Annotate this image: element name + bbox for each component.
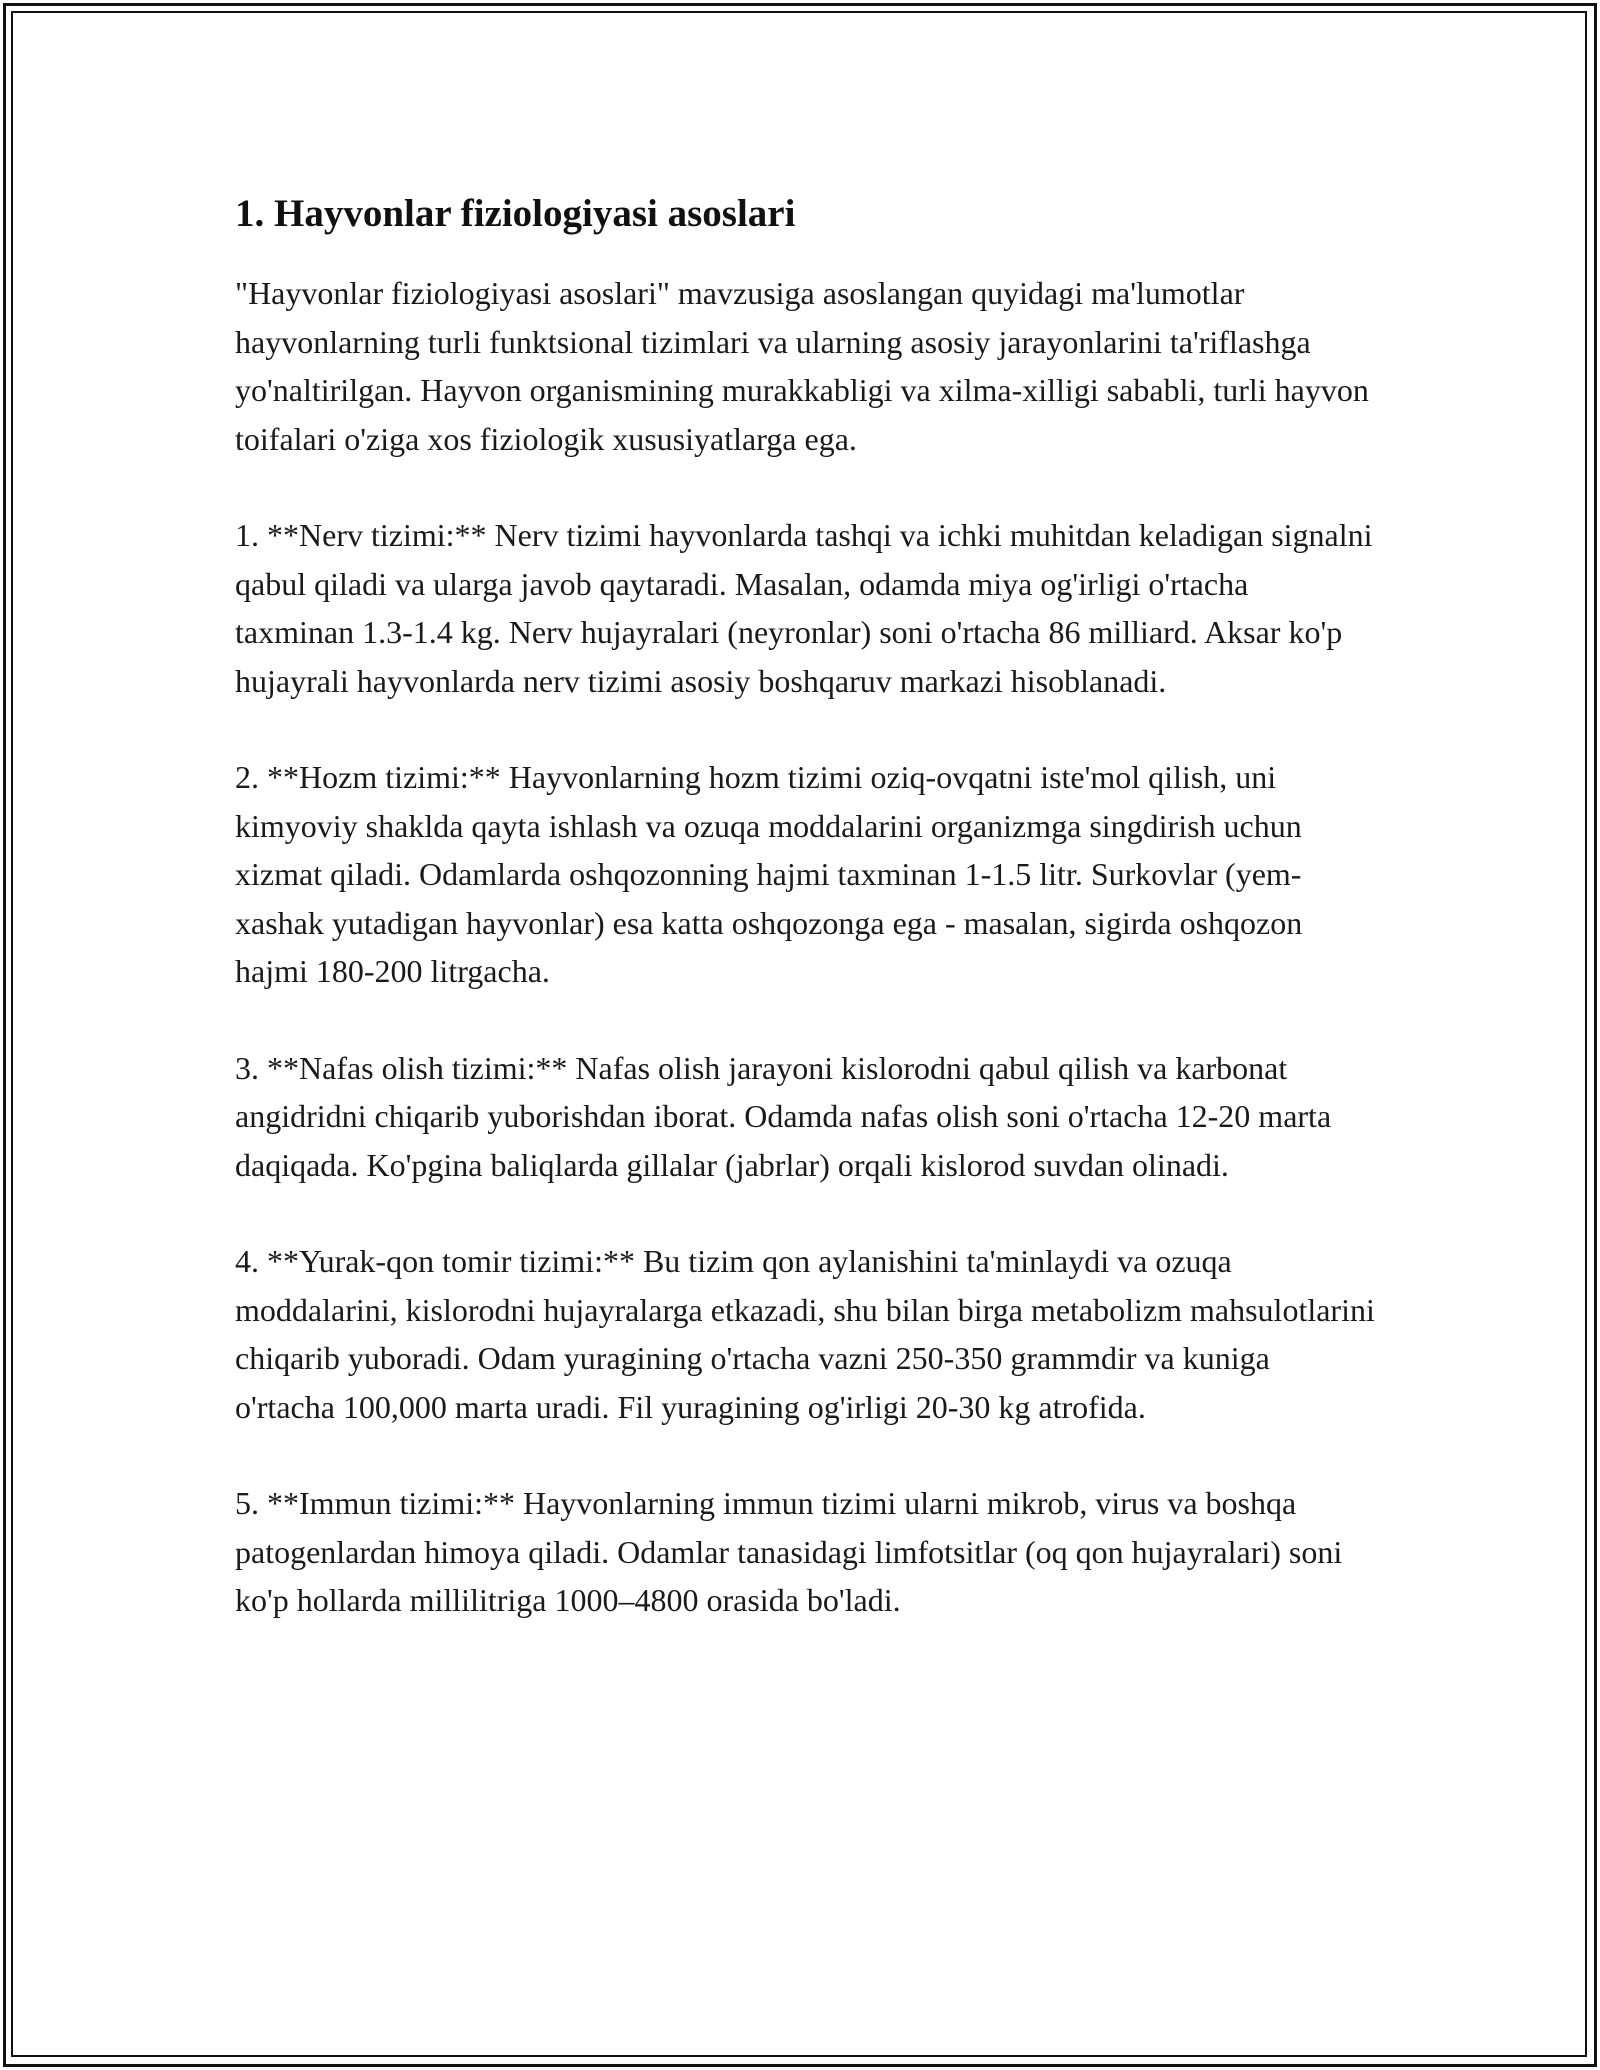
document-title: 1. Hayvonlar fiziologiyasi asoslari	[235, 192, 796, 235]
paragraph-immune-system: 5. **Immun tizimi:** Hayvonlarning immun tizimi ularni mikrob, virus va boshqa patogenlardan himoya qiladi. Odamlar tanasidagi limfotsitlar (oq qon hujayralari) soni ko'p hollarda millilitriga 1000–4800 orasida bo'ladi.	[235, 1485, 1343, 1618]
document-body	[235, 185, 1375, 1673]
intro-paragraph: "Hayvonlar fiziologiyasi asoslari" mavzusiga asoslangan quyidagi ma'lumotlar hayvonlarning turli funktsional tizimlari va ularning asosiy jarayonlarini ta'riflashga yo'naltirilgan. Hayvon organismining murakkabligi va xilma-xilligi sababli, turli hayvon toifalari o'ziga xos fiziologik xususiyatlarga ega.	[235, 275, 1369, 457]
paragraph-nervous-system: 1. **Nerv tizimi:** Nerv tizimi hayvonlarda tashqi va ichki muhitdan keladigan signalni qabul qiladi va ularga javob qaytaradi. Masalan, odamda miya og'irligi o'rtacha taxminan 1.3-1.4 kg. Nerv hujayralari (neyronlar) soni o'rtacha 86 milliard. Aksar ko'p hujayrali hayvonlarda nerv tizimi asosiy boshqaruv markazi hisoblanadi.	[235, 517, 1373, 699]
paragraph-cardiovascular-system: 4. **Yurak-qon tomir tizimi:** Bu tizim qon aylanishini ta'minlaydi va ozuqa moddalarini, kislorodni hujayralarga etkazadi, shu bilan birga metabolizm mahsulotlarini chiqarib yuboradi. Odam yuragining o'rtacha vazni 250-350 grammdir va kuniga o'rtacha 100,000 marta uradi. Fil yuragining og'irligi 20-30 kg atrofida.	[235, 1243, 1375, 1425]
paragraph-respiratory-system: 3. **Nafas olish tizimi:** Nafas olish jarayoni kislorodni qabul qilish va karbonat angidridni chiqarib yuborishdan iborat. Odamda nafas olish soni o'rtacha 12-20 marta daqiqada. Ko'pgina baliqlarda gillalar (jabrlar) orqali kislorod suvdan olinadi.	[235, 1049, 1332, 1183]
paragraph-digestive-system: 2. **Hozm tizimi:** Hayvonlarning hozm tizimi oziq-ovqatni iste'mol qilish, uni kimyoviy shaklda qayta ishlash va ozuqa moddalarini organizmga singdirish uchun xizmat qiladi. Odamlarda oshqozonning hajmi taxminan 1-1.5 litr. Surkovlar (yem-xashak yutadigan hayvonlar) esa katta oshqozonga ega - masalan, sigirda oshqozon hajmi 180-200 litrgacha.	[235, 759, 1303, 989]
